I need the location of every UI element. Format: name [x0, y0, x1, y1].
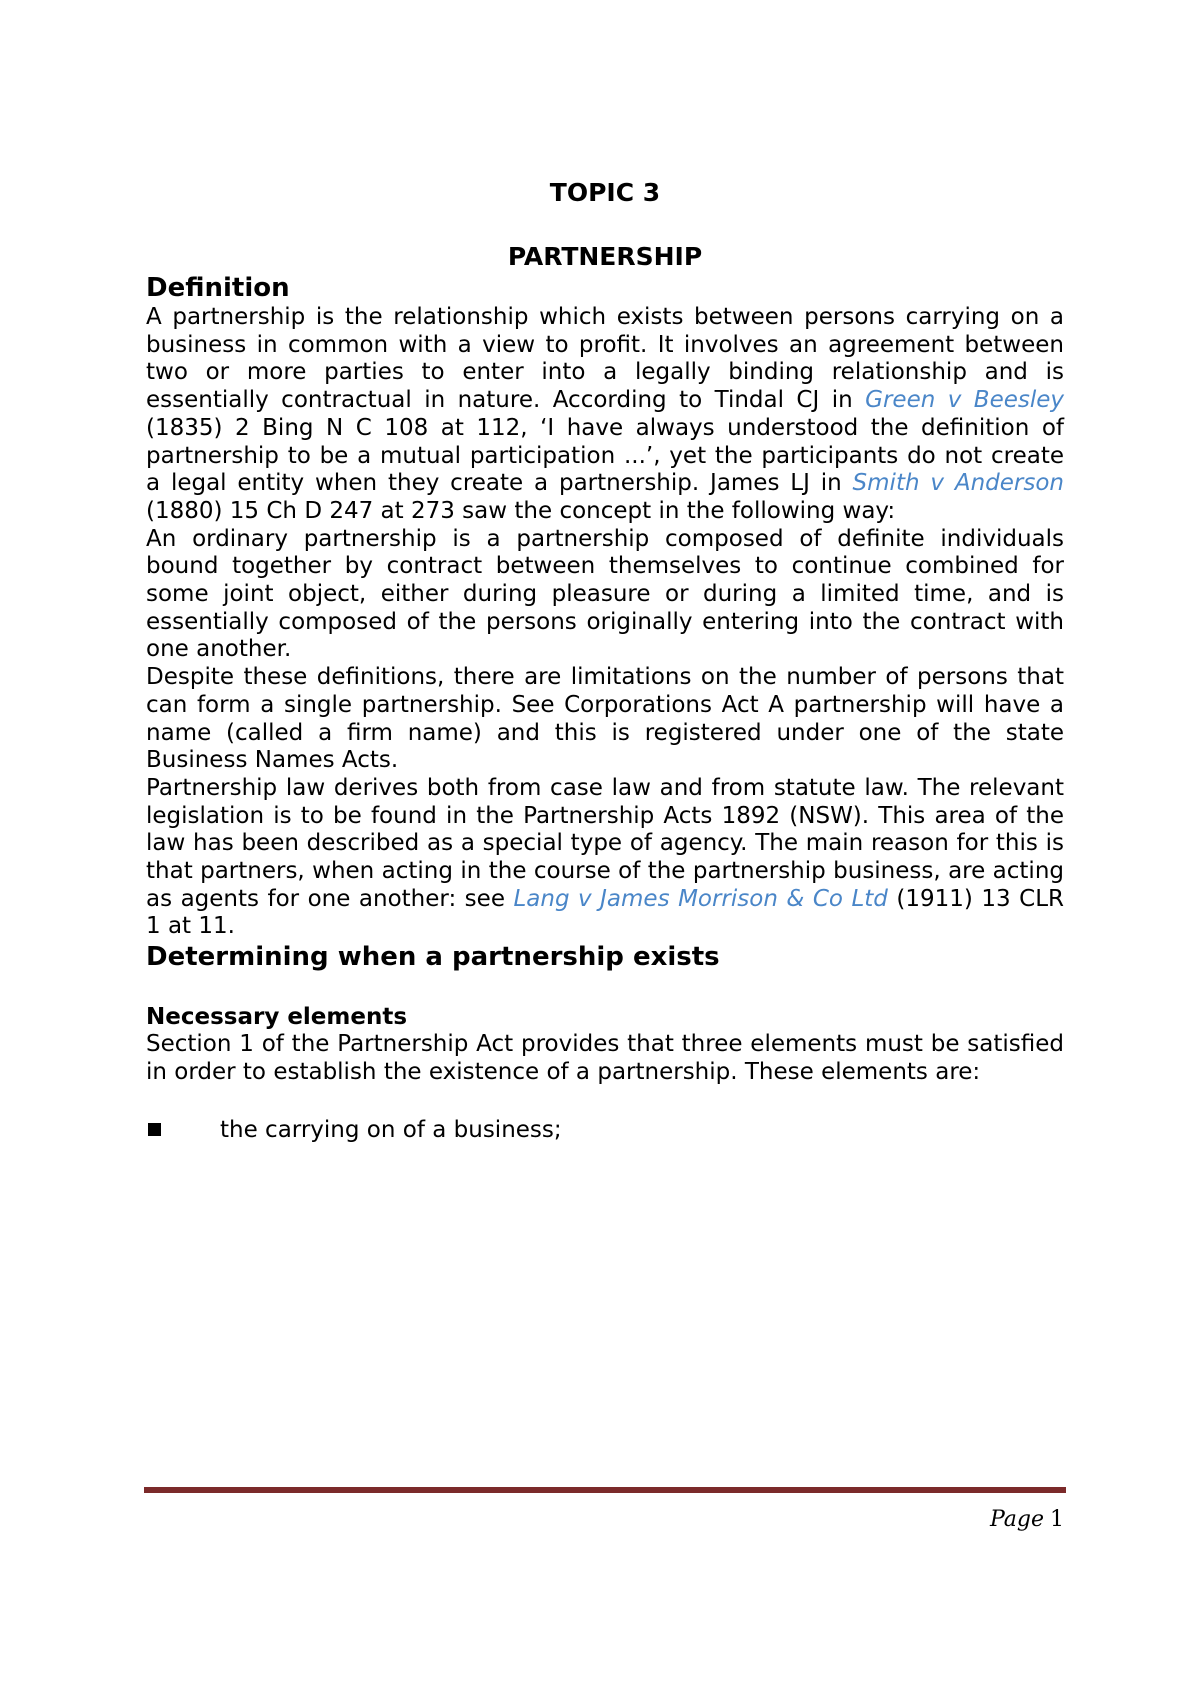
- limitations-paragraph: Despite these definitions, there are limitations on the number of persons that can form a single partnership. See Corporations Act A partnership will have a name (called a firm name) and this is registered under one of the state Business Names Acts.: [146, 664, 1064, 774]
- case-citation-green-v-beesley: Green v Beesley: [865, 387, 1065, 414]
- page-number: [990, 1506, 1064, 1534]
- partnership-law-paragraph: [146, 775, 1064, 941]
- square-bullet-icon: [148, 1123, 161, 1136]
- partnership-law-text-1: Partnership law derives both from case law and from statute law. The relevant legislation is to be found in the Partnership Acts 1892 (NSW). This area of the law has been described as a special type of agency. The main reason for this is that partners, when acting in the course of the partnership business, are acting as agents for one another: see: [146, 774, 1064, 912]
- list-item: [146, 1116, 1064, 1144]
- definition-text-2: (1835) 2 Bing N C 108 at 112, ‘I have always understood the definition of partnership to be a mutual participation ...’, yet the participants do not create a legal entity when they create a partnership. James LJ in: [146, 414, 1064, 497]
- document-body: [146, 178, 1064, 1144]
- footer-divider: [144, 1487, 1066, 1493]
- determining-heading: Determining when a partnership exists: [146, 942, 720, 973]
- definition-text-3: (1880) 15 Ch D 247 at 273 saw the concept in the following way:: [146, 497, 896, 524]
- page-title: PARTNERSHIP: [507, 242, 703, 271]
- topic-heading: TOPIC 3: [549, 178, 661, 207]
- case-citation-lang-v-james-morrison: Lang v James Morrison & Co Ltd: [513, 885, 888, 912]
- page-label: Page: [989, 1507, 1044, 1532]
- partnership-law-text-2: (1911) 13 CLR 1 at 11.: [146, 885, 1064, 940]
- definition-heading: Definition: [146, 273, 290, 303]
- elements-paragraph: Section 1 of the Partnership Act provides that three elements must be satisfied in order to establish the existence of a partnership. These elements are:: [146, 1031, 1064, 1085]
- definition-paragraph: [146, 304, 1064, 526]
- list-item-text: the carrying on of a business;: [220, 1116, 562, 1143]
- necessary-elements-heading: Necessary elements: [146, 1004, 408, 1031]
- page-number-value: 1: [1050, 1507, 1064, 1532]
- definition-text-1: A partnership is the relationship which exists between persons carrying on a business in common with a view to profit. It involves an agreement between two or more parties to enter into a legally binding relationship and is essentially contractual in nature. According to Tindal CJ in: [146, 304, 1064, 414]
- case-citation-smith-v-anderson: Smith v Anderson: [852, 470, 1064, 497]
- block-quote: An ordinary partnership is a partnership composed of definite individuals bound together by contract between themselves to continue combined for some joint object, either during pleasure or during a limited time, and is essentially composed of the persons originally entering into the contract with one another.: [146, 525, 1064, 663]
